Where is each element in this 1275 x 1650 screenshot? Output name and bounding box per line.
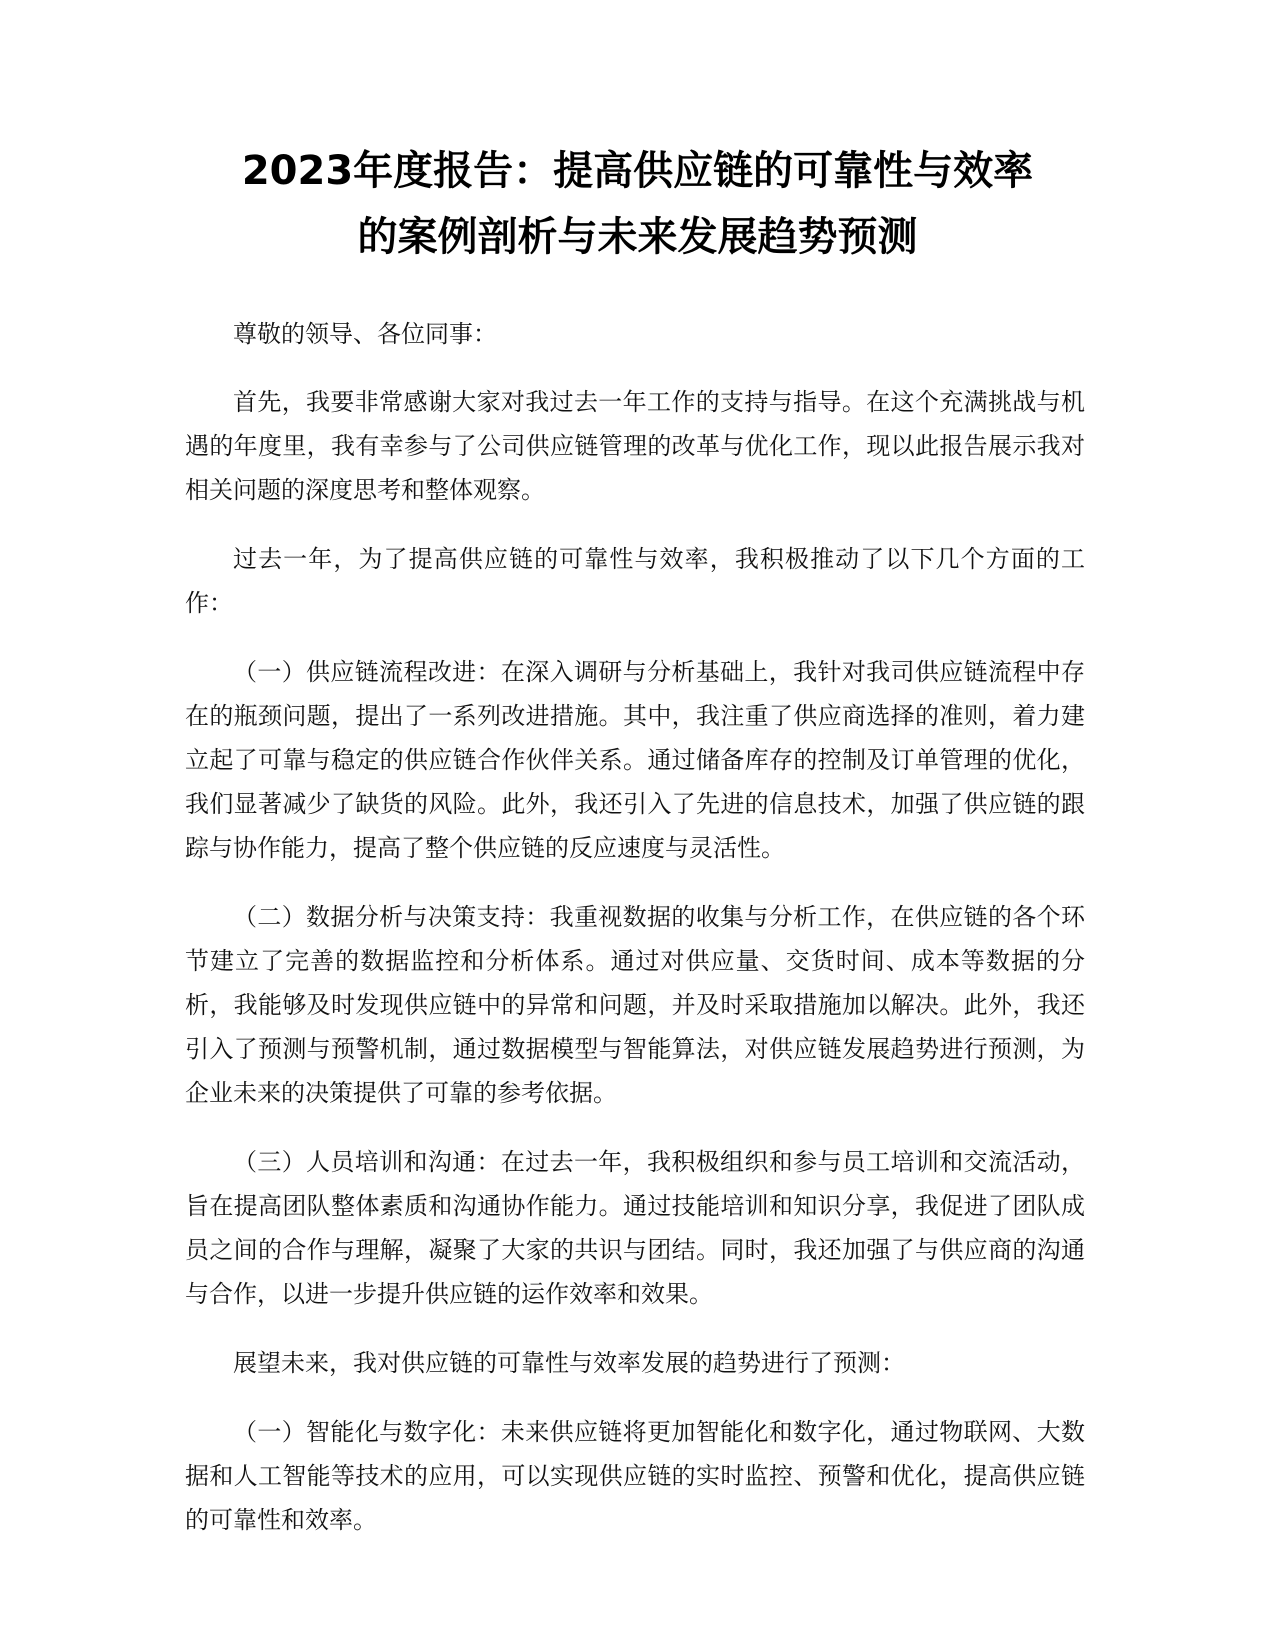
paragraph-data-analysis: （二）数据分析与决策支持：我重视数据的收集与分析工作，在供应链的各个环节建立了完善的数据监控和分析体系。通过对供应量、交货时间、成本等数据的分析，我能够及时发现供应链中的异常和问题，并及时采取措施加以解决。此外，我还引入了预测与预警机制，通过数据模型与智能算法，对供应链发展趋势进行预测，为企业未来的决策提供了可靠的参考依据。 [185, 903, 1085, 1107]
paragraph-outlook: 展望未来，我对供应链的可靠性与效率发展的趋势进行了预测： [233, 1349, 905, 1377]
paragraph-training-communication: （三）人员培训和沟通：在过去一年，我积极组织和参与员工培训和交流活动，旨在提高团队整体素质和沟通协作能力。通过技能培训和知识分享，我促进了团队成员之间的合作与理解，凝聚了大家的共识与团结。同时，我还加强了与供应商的沟通与合作，以进一步提升供应链的运作效率和效果。 [185, 1148, 1085, 1308]
paragraph-process-improvement: （一）供应链流程改进：在深入调研与分析基础上，我针对我司供应链流程中存在的瓶颈问题，提出了一系列改进措施。其中，我注重了供应商选择的准则，着力建立起了可靠与稳定的供应链合作伙伴关系。通过储备库存的控制及订单管理的优化，我们显著减少了缺货的风险。此外，我还引入了先进的信息技术，加强了供应链的跟踪与协作能力，提高了整个供应链的反应速度与灵活性。 [185, 658, 1085, 862]
title-line-1: 2023年度报告：提高供应链的可靠性与效率 [241, 148, 1034, 194]
paragraph-work-overview: 过去一年，为了提高供应链的可靠性与效率，我积极推动了以下几个方面的工作： [185, 545, 1085, 617]
document-title [150, 138, 1125, 270]
paragraph-intelligent-digital: （一）智能化与数字化：未来供应链将更加智能化和数字化，通过物联网、大数据和人工智能等技术的应用，可以实现供应链的实时监控、预警和优化，提高供应链的可靠性和效率。 [185, 1418, 1085, 1534]
document-body [185, 312, 1085, 1567]
paragraph-intro: 首先，我要非常感谢大家对我过去一年工作的支持与指导。在这个充满挑战与机遇的年度里，我有幸参与了公司供应链管理的改革与优化工作，现以此报告展示我对相关问题的深度思考和整体观察。 [185, 388, 1085, 504]
title-line-2: 的案例剖析与未来发展趋势预测 [357, 214, 918, 260]
salutation: 尊敬的领导、各位同事： [233, 320, 497, 348]
